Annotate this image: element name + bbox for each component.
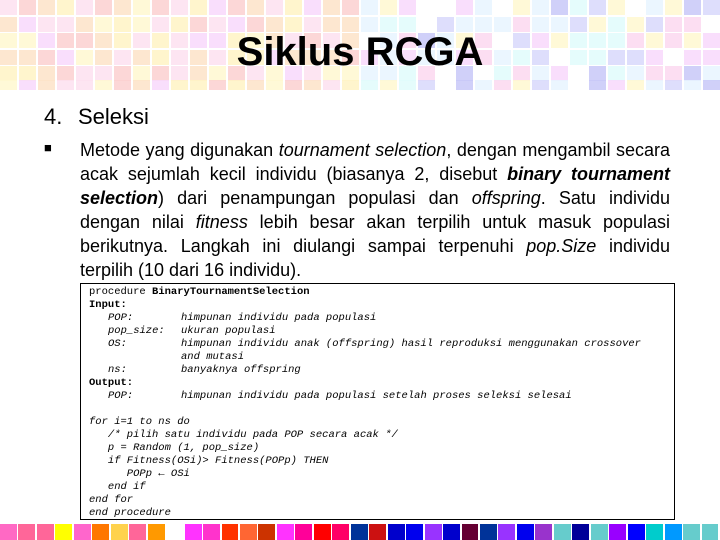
decor-tile [38, 0, 55, 15]
color-swatch [702, 524, 719, 540]
output-label: Output: [89, 377, 134, 389]
decor-tile [190, 0, 207, 15]
code-param-row [89, 390, 674, 403]
decor-tile [152, 80, 169, 90]
color-swatch [554, 524, 571, 540]
decor-tile [133, 80, 150, 90]
decor-tile [133, 0, 150, 15]
decor-tile [114, 80, 131, 90]
decor-tile [361, 0, 378, 15]
decor-tile [19, 0, 36, 15]
decor-tile [285, 80, 302, 90]
decor-tile [228, 0, 245, 15]
decor-tile [152, 0, 169, 15]
decor-tile [418, 80, 435, 90]
paragraph-segment: , dengan mengambil secara acak sejumlah kecil individu (biasanya 2, disebut [80, 140, 671, 184]
color-swatch [351, 524, 368, 540]
decor-tile [247, 80, 264, 90]
param-description: himpunan individu pada populasi setelah proses seleksi selesai [181, 390, 572, 402]
color-swatch [129, 524, 146, 540]
decor-tile [209, 80, 226, 90]
decor-tile [190, 80, 207, 90]
color-swatch [535, 524, 552, 540]
code-line: /* pilih satu individu pada POP secara acak */ [89, 429, 398, 441]
paragraph-segment: . Satu individu dengan nilai [80, 188, 671, 232]
paragraph-segment: fitness [195, 212, 248, 232]
color-swatch [203, 524, 220, 540]
color-swatch [37, 524, 54, 540]
paragraph-segment: pop.Size [526, 236, 597, 256]
decor-tile [0, 80, 17, 90]
color-swatch [388, 524, 405, 540]
param-name: OS: [108, 338, 127, 350]
section-label: Seleksi [78, 104, 149, 129]
decor-tile [266, 80, 283, 90]
color-swatch [222, 524, 239, 540]
decor-tile [171, 0, 188, 15]
decor-tile [532, 80, 549, 90]
code-param-row [89, 312, 674, 325]
decor-tile [589, 80, 606, 90]
param-name: POP: [108, 390, 134, 402]
decor-tile [361, 80, 378, 90]
color-swatch [572, 524, 589, 540]
code-body [89, 416, 674, 520]
color-swatch [92, 524, 109, 540]
decor-tile [494, 0, 511, 15]
decor-tile [0, 0, 17, 15]
section-number: 4. [44, 104, 63, 129]
decor-tile [76, 0, 93, 15]
decor-tile [456, 0, 473, 15]
code-line: p = Random (1, pop_size) [89, 442, 260, 454]
param-description: banyaknya offspring [181, 364, 301, 376]
color-swatch [55, 524, 72, 540]
decor-tile [380, 80, 397, 90]
code-line: end procedure [89, 507, 171, 519]
color-swatch [628, 524, 645, 540]
color-swatch [480, 524, 497, 540]
decor-tile [38, 80, 55, 90]
color-swatch [0, 524, 17, 540]
footer-color-bar [0, 524, 720, 540]
decor-tile [380, 0, 397, 15]
color-swatch [295, 524, 312, 540]
decor-tile [513, 80, 530, 90]
code-line: POPp ← OSi [89, 468, 190, 480]
code-param-row [89, 364, 674, 377]
decor-tile [342, 0, 359, 15]
decor-tile [19, 80, 36, 90]
code-line: for i=1 to ns do [89, 416, 190, 428]
color-swatch [240, 524, 257, 540]
procedure-name: BinaryTournamentSelection [152, 286, 310, 298]
section-heading [44, 104, 149, 130]
paragraph-segment: Metode yang digunakan [80, 140, 279, 160]
decor-tile [627, 80, 644, 90]
procedure-keyword: procedure [89, 286, 153, 298]
decor-tile [342, 80, 359, 90]
code-line: if Fitness(OSi)> Fitness(POPp) THEN [89, 455, 329, 467]
color-swatch [277, 524, 294, 540]
decor-tile [437, 0, 454, 15]
decor-tile [703, 0, 720, 15]
paragraph-segment: individu terpilih (10 dari 16 individu). [80, 236, 670, 280]
color-swatch [665, 524, 682, 540]
param-name: POP: [108, 312, 134, 324]
color-swatch [425, 524, 442, 540]
decor-tile [513, 0, 530, 15]
decor-tile [589, 0, 606, 15]
decor-tile [608, 80, 625, 90]
decor-tile [171, 80, 188, 90]
decor-tile [475, 0, 492, 15]
decor-tile [570, 80, 587, 90]
color-swatch [369, 524, 386, 540]
color-swatch [462, 524, 479, 540]
decor-tile [646, 0, 663, 15]
code-line: end for [89, 494, 134, 506]
color-swatch [148, 524, 165, 540]
decor-tile [703, 80, 720, 90]
decor-tile [247, 0, 264, 15]
decor-tile [608, 0, 625, 15]
code-param-row [89, 325, 674, 338]
input-list [89, 312, 674, 377]
decor-tile [399, 80, 416, 90]
decor-tile [665, 0, 682, 15]
decor-tile [418, 0, 435, 15]
decor-tile [456, 80, 473, 90]
color-swatch [332, 524, 349, 540]
code-param-row [89, 338, 674, 351]
param-description: himpunan individu anak (offspring) hasil reproduksi menggunakan crossover [181, 338, 641, 350]
decor-tile [323, 80, 340, 90]
paragraph-segment: offspring [471, 188, 541, 208]
color-swatch [683, 524, 700, 540]
decor-tile [95, 0, 112, 15]
color-swatch [406, 524, 423, 540]
color-swatch [185, 524, 202, 540]
code-blank-line [89, 403, 674, 416]
color-swatch [314, 524, 331, 540]
decor-tile [627, 0, 644, 15]
decor-tile [551, 0, 568, 15]
color-swatch [18, 524, 35, 540]
decor-tile [285, 0, 302, 15]
param-description: and mutasi [181, 351, 245, 363]
color-swatch [609, 524, 626, 540]
input-label: Input: [89, 299, 127, 311]
bullet-paragraph [80, 138, 670, 282]
decor-tile [475, 80, 492, 90]
decor-tile [494, 80, 511, 90]
paragraph-segment: tournament selection [278, 140, 447, 160]
decor-tile [76, 80, 93, 90]
decor-tile [114, 0, 131, 15]
paragraph-segment: lebih besar akan terpilih untuk masuk populasi berikutnya. Langkah ini diulangi sampai terpenuhi [80, 212, 670, 256]
decor-tile [323, 0, 340, 15]
decor-tile [684, 80, 701, 90]
decor-tile [57, 0, 74, 15]
color-swatch [498, 524, 515, 540]
decor-tile [532, 0, 549, 15]
param-description: ukuran populasi [181, 325, 276, 337]
decor-tile [57, 80, 74, 90]
decor-tile [95, 80, 112, 90]
color-swatch [591, 524, 608, 540]
decor-tile [304, 80, 321, 90]
decor-tile [665, 80, 682, 90]
output-list [89, 390, 674, 403]
decor-tile [399, 0, 416, 15]
decor-tile [551, 80, 568, 90]
color-swatch [111, 524, 128, 540]
slide-title: Siklus RCGA [236, 30, 484, 74]
color-swatch [517, 524, 534, 540]
paragraph-segment: binary tournament selection [80, 164, 670, 208]
decor-tile [228, 80, 245, 90]
square-bullet-icon: ■ [44, 140, 52, 155]
code-line: end if [89, 481, 146, 493]
pseudocode-box [80, 283, 675, 520]
decor-tile [304, 0, 321, 15]
decor-tile [684, 0, 701, 15]
param-name: ns: [108, 364, 127, 376]
color-swatch [166, 524, 183, 540]
param-name: pop_size: [108, 325, 165, 337]
code-procedure-line [89, 286, 674, 299]
decor-tile [437, 80, 454, 90]
color-swatch [443, 524, 460, 540]
param-description: himpunan individu pada populasi [181, 312, 377, 324]
decor-tile [570, 0, 587, 15]
decor-tile [209, 0, 226, 15]
code-param-row [89, 351, 674, 364]
decor-tile [646, 80, 663, 90]
color-swatch [646, 524, 663, 540]
color-swatch [258, 524, 275, 540]
color-swatch [74, 524, 91, 540]
decor-tile [266, 0, 283, 15]
paragraph-segment: ) dari penampungan populasi dan [158, 188, 472, 208]
